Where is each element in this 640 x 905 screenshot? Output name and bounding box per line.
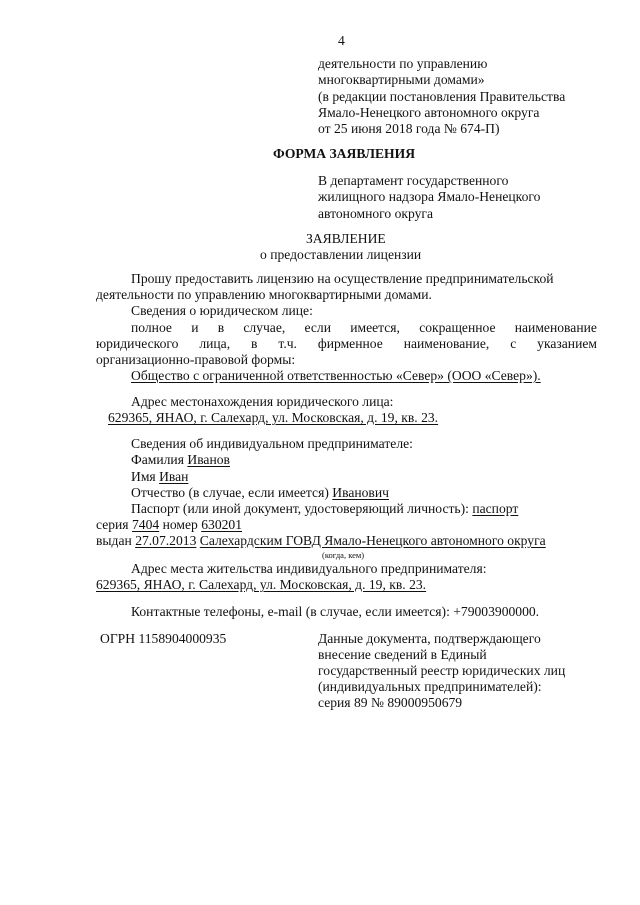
- legal-entity-desc-line3: организационно-правовой формы:: [96, 352, 296, 367]
- word: с: [510, 336, 517, 351]
- surname-label: Фамилия: [131, 452, 184, 467]
- surname-row: [131, 452, 230, 468]
- header-line: (в редакции постановления Правительства: [318, 89, 566, 104]
- header-line: деятельности по управлению: [318, 56, 488, 71]
- word: в: [251, 336, 258, 351]
- number-label: номер: [162, 517, 198, 532]
- issued-date: 27.07.2013: [135, 533, 197, 548]
- patronymic-row: [131, 485, 389, 501]
- legal-entity-desc-line1: [131, 320, 597, 336]
- legal-entity-name: Общество с ограниченной ответственностью «Север» (ООО «Север»).: [131, 368, 541, 383]
- name-label: Имя: [131, 469, 156, 484]
- series-value: 7404: [131, 517, 160, 532]
- header-line: Ямало-Ненецкого автономного округа: [318, 105, 540, 120]
- series-row: [96, 517, 242, 533]
- passport-label: Паспорт (или иной документ, удостоверяющий личность):: [131, 501, 469, 516]
- addressee-line: В департамент государственного: [318, 173, 509, 188]
- passport-row: [131, 501, 518, 517]
- name-value: Иван: [159, 469, 189, 484]
- registry-doc-line: серия 89 № 89000950679: [318, 695, 463, 710]
- legal-entity-desc-line2: [96, 336, 597, 352]
- word: сокращенное: [419, 320, 496, 335]
- patronymic-value: Иванович: [332, 485, 389, 500]
- word: наименование,: [403, 336, 490, 351]
- word: фирменное: [317, 336, 383, 351]
- page-number: 4: [338, 33, 345, 48]
- legal-entity-address-label: Адрес местонахождения юридического лица:: [131, 394, 394, 409]
- issued-by: Салехардским ГОВД Ямало-Ненецкого автономного округа: [199, 533, 546, 548]
- form-title: ФОРМА ЗАЯВЛЕНИЯ: [273, 146, 416, 161]
- registry-doc-line: (индивидуальных предпринимателей):: [318, 679, 542, 694]
- addressee-line: автономного округа: [318, 206, 434, 221]
- word: полное: [131, 320, 172, 335]
- residence-label: Адрес места жительства индивидуального предпринимателя:: [131, 561, 487, 576]
- registry-doc-line: государственный реестр юридических лиц: [318, 663, 566, 678]
- ogrn-value: 1158904000935: [138, 631, 227, 646]
- word: случае,: [243, 320, 286, 335]
- word: и: [191, 320, 199, 335]
- number-value: 630201: [201, 517, 242, 532]
- patronymic-label: Отчество (в случае, если имеется): [131, 485, 329, 500]
- ogrn-label: ОГРН: [100, 631, 136, 646]
- request-line: деятельности по управлению многоквартирными домами.: [96, 287, 432, 302]
- statement-title: ЗАЯВЛЕНИЕ: [306, 231, 386, 246]
- registry-doc-line: Данные документа, подтверждающего: [318, 631, 541, 646]
- header-line: от 25 июня 2018 года № 674-П): [318, 121, 500, 136]
- word: имеется,: [350, 320, 400, 335]
- legal-entity-address: 629365, ЯНАО, г. Салехард, ул. Московская, д. 19, кв. 23.: [108, 410, 439, 425]
- registry-doc-line: внесение сведений в Единый: [318, 647, 487, 662]
- word: указанием: [537, 336, 597, 351]
- legal-entity-heading: Сведения о юридическом лице:: [131, 303, 313, 318]
- header-line: многоквартирными домами»: [318, 72, 485, 87]
- individual-heading: Сведения об индивидуальном предпринимателе:: [131, 436, 413, 451]
- issued-row: [96, 533, 546, 549]
- word: в: [217, 320, 225, 335]
- word: т.ч.: [278, 336, 297, 351]
- surname-value: Иванов: [187, 452, 230, 467]
- word: наименование: [514, 320, 597, 335]
- series-label: серия: [96, 517, 129, 532]
- issued-label: выдан: [96, 533, 132, 548]
- word: лица,: [199, 336, 231, 351]
- passport-type: паспорт: [472, 501, 519, 516]
- word: юридического: [96, 336, 179, 351]
- name-row: [131, 469, 188, 485]
- word: если: [304, 320, 331, 335]
- issued-hint: (когда, кем): [322, 550, 365, 560]
- contacts-line: Контактные телефоны, e-mail (в случае, если имеется): +79003900000.: [131, 604, 540, 619]
- addressee-line: жилищного надзора Ямало-Ненецкого: [318, 189, 541, 204]
- residence-address: 629365, ЯНАО, г. Салехард, ул. Московская, д. 19, кв. 23.: [96, 577, 427, 592]
- statement-subtitle: о предоставлении лицензии: [260, 247, 422, 262]
- ogrn-row: [100, 631, 226, 647]
- request-line: Прошу предоставить лицензию на осуществление предпринимательской: [131, 271, 554, 286]
